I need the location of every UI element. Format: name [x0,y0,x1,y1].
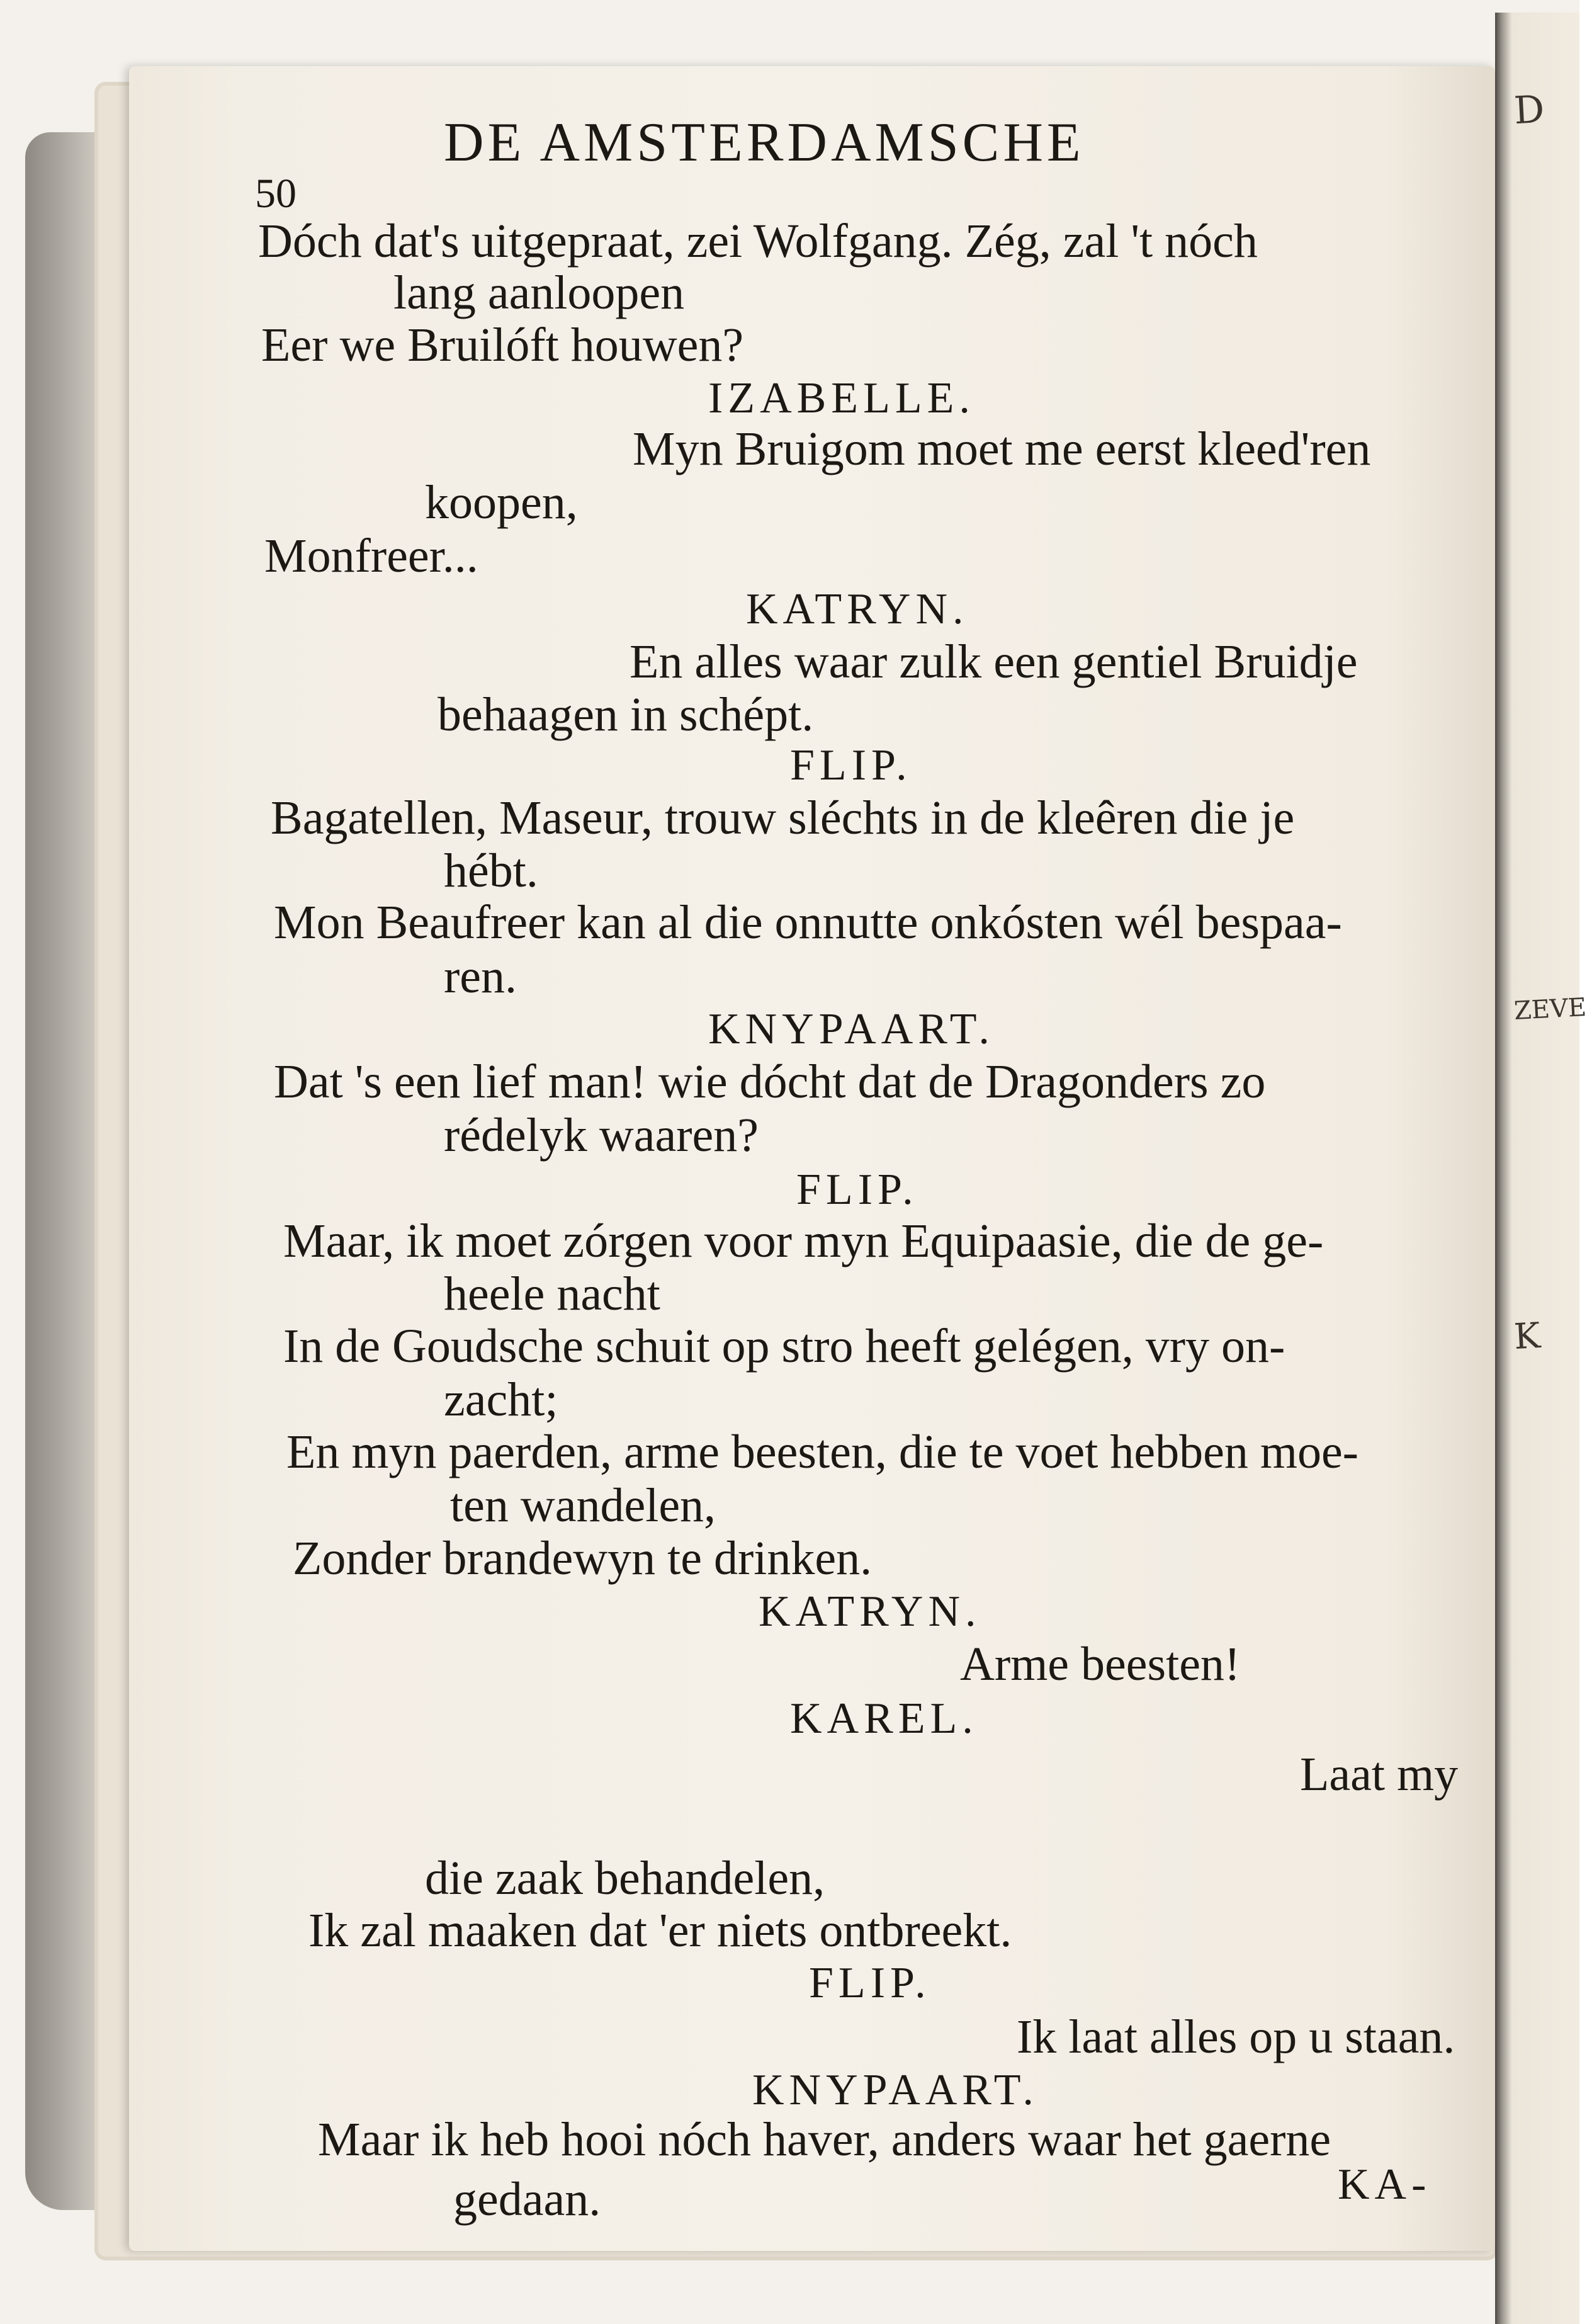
speaker-name: KATRYN. [746,585,969,633]
text-line: heele nacht [444,1267,660,1320]
catchword: KA- [1338,2160,1432,2209]
running-head: DE AMSTERDAMSCHE [444,112,1085,173]
facing-page-edge [1495,13,1587,2324]
speaker-name: FLIP. [796,1165,918,1214]
speaker-name: FLIP. [809,1959,931,2007]
text-line: behaagen in schépt. [438,688,814,741]
text-line: Maar, ik moet zórgen voor myn Equipaasie, die de ge- [283,1215,1324,1267]
text-line: ten wandelen, [450,1479,716,1532]
text-line: hébt. [444,844,538,897]
text-line: ren. [444,950,517,1003]
text-line: In de Goudsche schuit op stro heeft gelégen, vry on- [283,1320,1285,1373]
text-line: die zaak behandelen, [425,1852,825,1905]
text-line: koopen, [425,476,578,529]
text-line: Ik laat alles op u staan. [1017,2010,1455,2063]
text-line: Maar ik heb hooi nóch haver, anders waar het gaerne [318,2113,1331,2166]
facing-page-fragment: D [1513,87,1545,133]
text-line: Ik zal maaken dat 'er niets ontbreekt. [308,1904,1012,1957]
page-number: 50 [255,171,297,217]
text-line: Monfreer... [264,530,478,582]
facing-page-fragment: ZEVE [1513,993,1587,1026]
text-line: Dat 's een lief man! wie dócht dat de Dragonders zo [274,1055,1266,1108]
speaker-name: FLIP. [790,741,912,790]
text-line: rédelyk waaren? [444,1109,759,1162]
text-line: Mon Beaufreer kan al die onnutte onkósten wél bespaa- [274,896,1342,949]
speaker-name: IZABELLE. [708,374,975,422]
facing-page-fragment: K [1513,1315,1542,1358]
text-line: En alles waar zulk een gentiel Bruidje [630,635,1358,688]
speaker-name: KAREL. [790,1694,978,1743]
text-line: Eer we Bruilóft houwen? [261,319,744,371]
text-line: Arme beesten! [960,1638,1241,1691]
speaker-name: KNYPAART. [708,1005,995,1053]
text-line: Zonder brandewyn te drinken. [293,1532,873,1585]
text-line: gedaan. [453,2173,601,2226]
text-line: Myn Bruigom moet me eerst kleed'ren [633,422,1371,475]
text-line: Laat my [1300,1748,1459,1801]
text-line: lang aanloopen [393,266,685,319]
text-line: zacht; [444,1373,558,1426]
text-line: En myn paerden, arme beesten, die te voet hebben moe- [286,1426,1358,1478]
speaker-name: KNYPAART. [752,2066,1039,2114]
text-line: Bagatellen, Maseur, trouw sléchts in de kleêren die je [271,791,1295,844]
text-line: Dóch dat's uitgepraat, zei Wolfgang. Zég, zal 't nóch [258,215,1258,268]
speaker-name: KATRYN. [759,1587,981,1636]
